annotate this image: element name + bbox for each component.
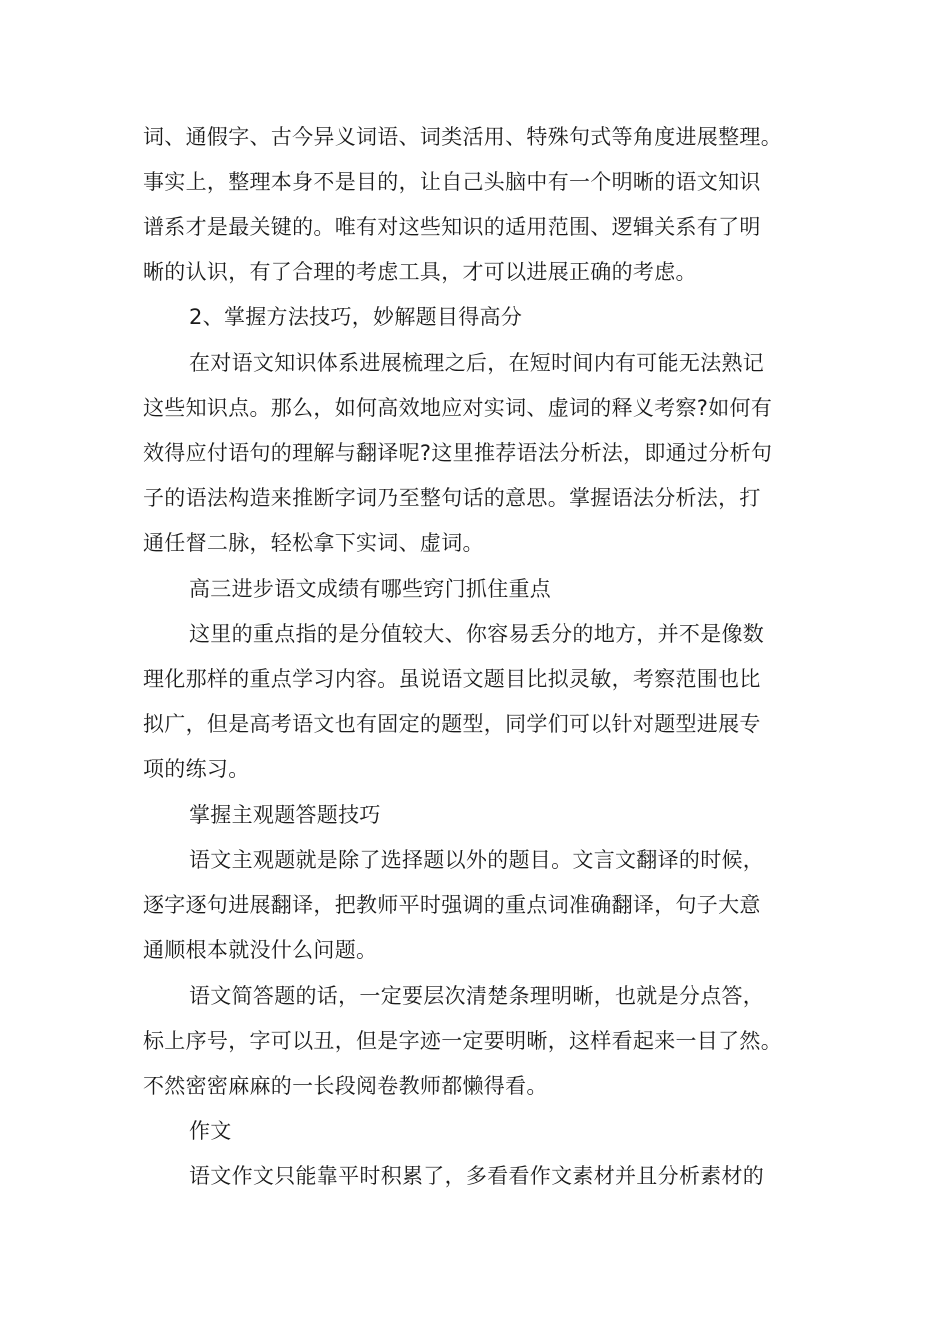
text-line: 子的语法构造来推断字词乃至整句话的意思。掌握语法分析法，打: [143, 486, 761, 510]
paragraph-start: 语文简答题的话，一定要层次清楚条理明晰，也就是分点答，: [189, 984, 765, 1008]
text-line: 词、通假字、古今异义词语、词类活用、特殊句式等角度进展整理。: [143, 125, 782, 149]
section-heading: 掌握主观题答题技巧: [189, 803, 381, 827]
text-line: 效得应付语句的理解与翻译呢?这里推荐语法分析法，即通过分析句: [143, 441, 773, 465]
paragraph-start: 语文主观题就是除了选择题以外的题目。文言文翻译的时候，: [189, 848, 765, 872]
section-heading: 高三进步语文成绩有哪些窍门抓住重点: [189, 577, 552, 601]
paragraph-start: 在对语文知识体系进展梳理之后，在短时间内有可能无法熟记: [189, 351, 765, 375]
section-heading: 作文: [189, 1119, 232, 1143]
paragraph-start: 语文作文只能靠平时积累了，多看看作文素材并且分析素材的: [189, 1164, 765, 1188]
text-line: 项的练习。: [143, 757, 250, 781]
text-line: 逐字逐句进展翻译，把教师平时强调的重点词准确翻译，句子大意: [143, 893, 761, 917]
text-line: 事实上，整理本身不是目的，让自己头脑中有一个明晰的语文知识: [143, 170, 761, 194]
text-line: 谱系才是最关键的。唯有对这些知识的适用范围、逻辑关系有了明: [143, 215, 761, 239]
text-line: 晰的认识，有了合理的考虑工具，才可以进展正确的考虑。: [143, 260, 697, 284]
text-line: 这些知识点。那么，如何高效地应对实词、虚词的释义考察?如何有: [143, 396, 773, 420]
text-line: 不然密密麻麻的一长段阅卷教师都懒得看。: [143, 1074, 548, 1098]
text-line: 通任督二脉，轻松拿下实词、虚词。: [143, 531, 484, 555]
section-heading: 2、掌握方法技巧，妙解题目得高分: [189, 305, 523, 329]
text-line: 拟广，但是高考语文也有固定的题型，同学们可以针对题型进展专: [143, 712, 761, 736]
text-line: 通顺根本就没什么问题。: [143, 938, 378, 962]
text-line: 标上序号，字可以丑，但是字迹一定要明晰，这样看起来一目了然。: [143, 1029, 782, 1053]
paragraph-start: 这里的重点指的是分值较大、你容易丢分的地方，并不是像数: [189, 622, 765, 646]
text-line: 理化那样的重点学习内容。虽说语文题目比拟灵敏，考察范围也比: [143, 667, 761, 691]
